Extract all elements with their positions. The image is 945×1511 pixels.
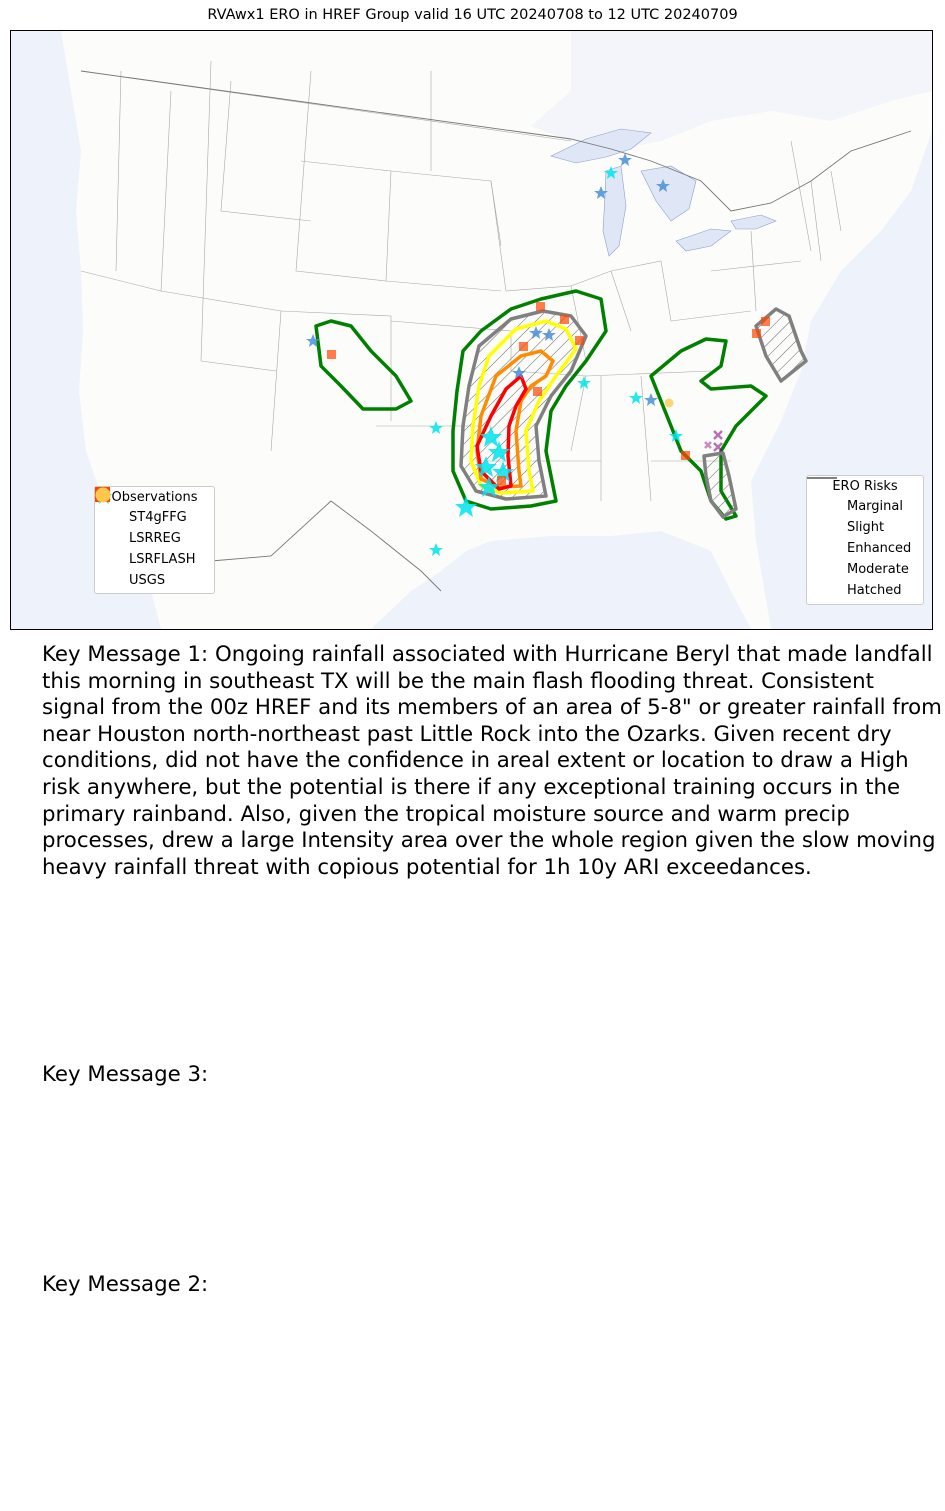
legend-item-moderate [807, 559, 923, 580]
great-lakes [551, 129, 776, 256]
legend-label-moderate: Moderate [847, 562, 909, 577]
legend-label-usgs: USGS [129, 573, 166, 588]
hudson-bay-area [531, 31, 932, 151]
ero-risk-areas [316, 291, 806, 519]
legend-item-marginal [807, 496, 923, 517]
hatched-area-florida [704, 453, 736, 517]
key-message-3: Key Message 3: [42, 1062, 209, 1087]
observations-legend-title: Observations [111, 490, 198, 505]
gulf-of-mexico [371, 531, 751, 629]
legend-item-lsrflash [95, 549, 214, 570]
legend-label-enhanced: Enhanced [847, 541, 912, 556]
lake-michigan [603, 166, 626, 256]
legend-item-hatched [807, 580, 923, 601]
legend-label-slight: Slight [847, 520, 885, 535]
legend-label-marginal: Marginal [847, 499, 903, 514]
legend-item-enhanced [807, 538, 923, 559]
key-message-2: Key Message 2: [42, 1272, 209, 1297]
observations-legend [94, 486, 215, 594]
lake-ontario [731, 215, 776, 229]
legend-item-slight [807, 517, 923, 538]
key-message-1: Key Message 1: Ongoing rainfall associated with Hurricane Beryl that made landfall this morning in southeast TX will be the main flash flooding threat. Consistent signal from the 00z HREF and its members of an area of 5-8" or greater rainfall from near Houston north-northeast past Little Rock into the Ozarks. Given recent dry conditions, did not have the confidence in areal extent or location to draw a High risk anywhere, but the potential is there if any exceptional training occurs in the primary rainband. Also, given the tropical moisture source and warm precip processes, drew a large Intensity area over the whole region given the slow moving heavy rainfall threat with copious potential for 1h 10y ARI exceedances. [42, 642, 942, 880]
lake-huron [641, 166, 696, 221]
figure-title: RVAwx1 ERO in HREF Group valid 16 UTC 20240708 to 12 UTC 20240709 [207, 7, 738, 23]
legend-label-hatched: Hatched [847, 583, 902, 598]
legend-item-lsrreg [95, 528, 214, 549]
ero-risks-legend [806, 475, 924, 605]
ero-legend-title: ERO Risks [832, 479, 898, 494]
legend-label-st4gffg: ST4gFFG [129, 510, 187, 525]
marginal-area-southwest [316, 321, 411, 409]
legend-label-lsrreg: LSRREG [129, 531, 181, 546]
ero-map [10, 30, 933, 630]
lsrreg-markers [705, 431, 722, 451]
legend-item-st4gffg [95, 507, 214, 528]
legend-item-usgs [95, 570, 214, 591]
lake-erie [676, 229, 731, 251]
usgs-marker [665, 399, 674, 408]
legend-label-lsrflash: LSRFLASH [129, 552, 196, 567]
